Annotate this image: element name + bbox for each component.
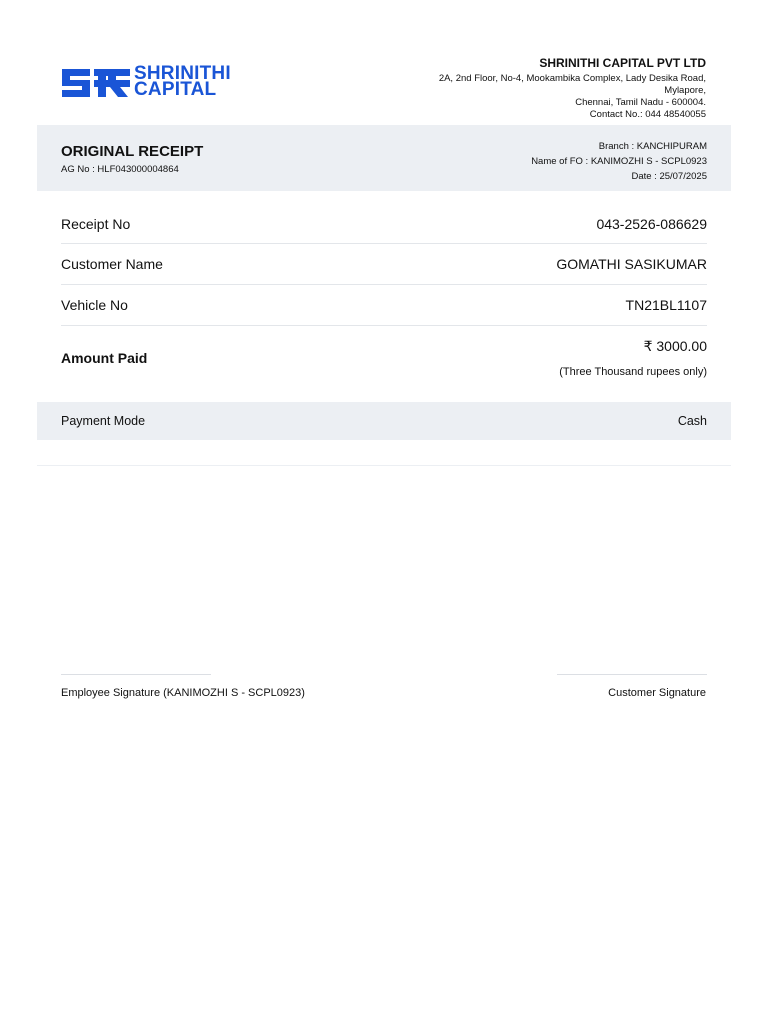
logo-wordmark [134,63,231,100]
amount-label: Amount Paid [61,350,148,366]
detail-value: TN21BL1107 [625,297,707,313]
company-address-line: 2A, 2nd Floor, No-4, Mookambika Complex, Lady Desika Road, [438,73,706,84]
receipt-date: Date : 25/07/2025 [631,171,707,182]
company-info [406,56,706,121]
fo-name: Name of FO : KANIMOZHI S - SCPL0923 [531,156,707,167]
detail-label: Customer Name [61,256,163,272]
amount-value: ₹ 3000.00 [643,338,707,354]
amount-in-words: (Three Thousand rupees only) [559,366,707,378]
detail-value: 043-2526-086629 [596,216,707,232]
payment-mode-value: Cash [677,414,707,428]
receipt-title-band [37,125,731,191]
company-contact: Contact No.: 044 48540055 [589,109,706,120]
detail-row-vehicle-no [61,285,707,326]
company-logo [60,63,260,102]
detail-value: GOMATHI SASIKUMAR [556,256,707,272]
customer-signature-label: Customer Signature [608,687,706,699]
company-name: SHRINITHI CAPITAL PVT LTD [539,56,706,70]
receipt-details [37,204,731,398]
payment-mode-row [37,402,731,440]
ag-number: AG No : HLF043000004864 [61,164,179,175]
logo-line-2: CAPITAL [134,79,217,100]
section-divider [37,465,731,466]
receipt-header [0,0,768,124]
branch-info [531,139,707,184]
detail-row-receipt-no [61,204,707,244]
detail-label: Vehicle No [61,297,128,313]
logo-line-1: SHRINITHI [134,63,231,84]
branch-name: Branch : KANCHIPURAM [598,141,707,152]
employee-signature-line [61,674,211,675]
detail-label: Receipt No [61,216,131,232]
shrinithi-logo-icon [60,66,132,100]
detail-row-customer-name [61,244,707,285]
employee-signature-label: Employee Signature (KANIMOZHI S - SCPL0923) [61,687,305,699]
payment-mode-label: Payment Mode [61,414,146,428]
company-address-line: Chennai, Tamil Nadu - 600004. [575,97,706,108]
customer-signature-line [557,674,707,675]
amount-paid-row [61,326,707,398]
receipt-title: ORIGINAL RECEIPT [61,143,204,160]
company-address-line: Mylapore, [664,85,706,96]
